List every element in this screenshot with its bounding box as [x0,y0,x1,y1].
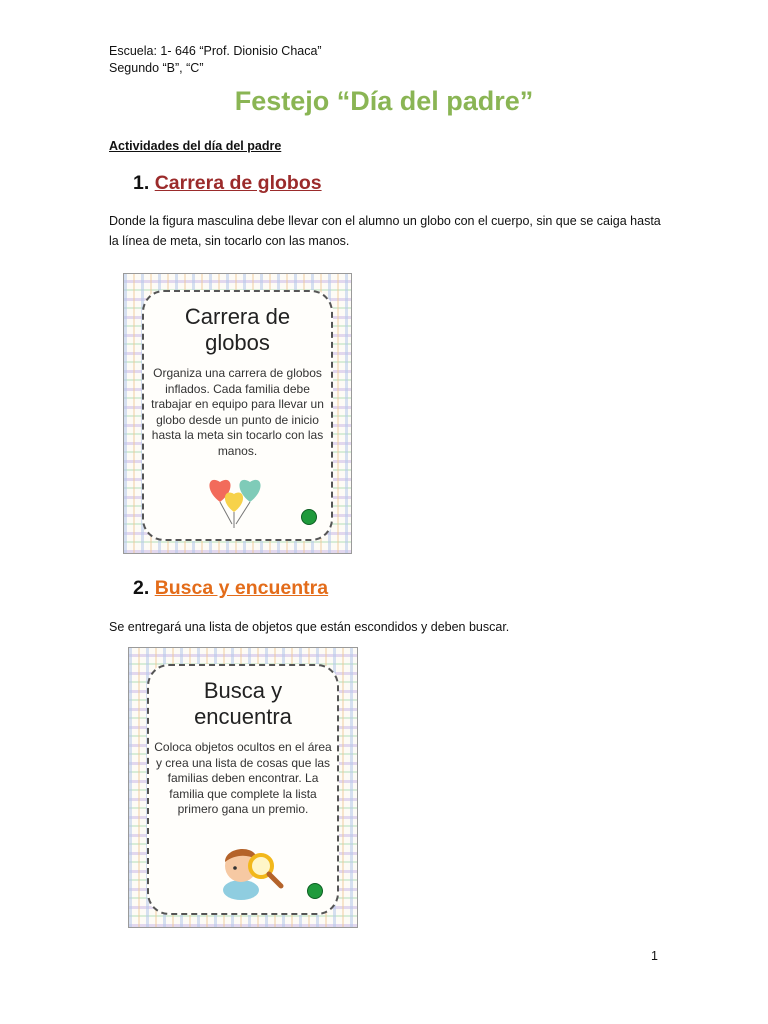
activity-2-card-badge [307,883,323,899]
activity-2-card-frame [147,664,339,915]
page-title: Festejo “Día del padre” [234,86,534,116]
activity-2-card-title: Busca y encuentra [194,678,292,729]
school-header [109,43,322,77]
activity-1-card-frame [142,290,333,541]
activity-1-number: 1. [133,172,150,194]
activities-heading: Actividades del día del padre [109,139,282,153]
activity-2-card [128,647,358,928]
activity-2-heading [133,577,328,600]
balloons-icon [202,472,282,532]
magnifying-glass-boy-icon [213,836,293,900]
grade-line: Segundo “B”, “C” [109,61,204,75]
activity-2-card-text: Coloca objetos ocultos en el área y crea una lista de cosas que las familias deben encontrar. La familia que complete la lista primero gana un premio. [154,740,332,816]
activity-1-card [123,273,352,554]
activity-2-title: Busca y encuentra [154,577,329,599]
activity-1-heading [133,172,322,195]
activity-2-number: 2. [133,577,150,599]
activity-1-card-badge [301,509,317,525]
school-line: Escuela: 1- 646 “Prof. Dionisio Chaca” [109,44,322,58]
activity-1-title: Carrera de globos [154,172,322,194]
activity-1-card-text: Organiza una carrera de globos inflados. Cada familia debe trabajar en equipo para llevar un globo desde un punto de inicio hasta la meta sin tocarlo con las manos. [151,366,324,458]
activity-1-card-title: Carrera de globos [184,304,291,355]
page-number: 1 [651,949,658,963]
activity-1-description: Donde la figura masculina debe llevar con el alumno un globo con el cuerpo, sin que se caiga hasta la línea de meta, sin tocarlo con las manos. [109,214,661,248]
activity-2-description: Se entregará una lista de objetos que están escondidos y deben buscar. [109,620,510,634]
